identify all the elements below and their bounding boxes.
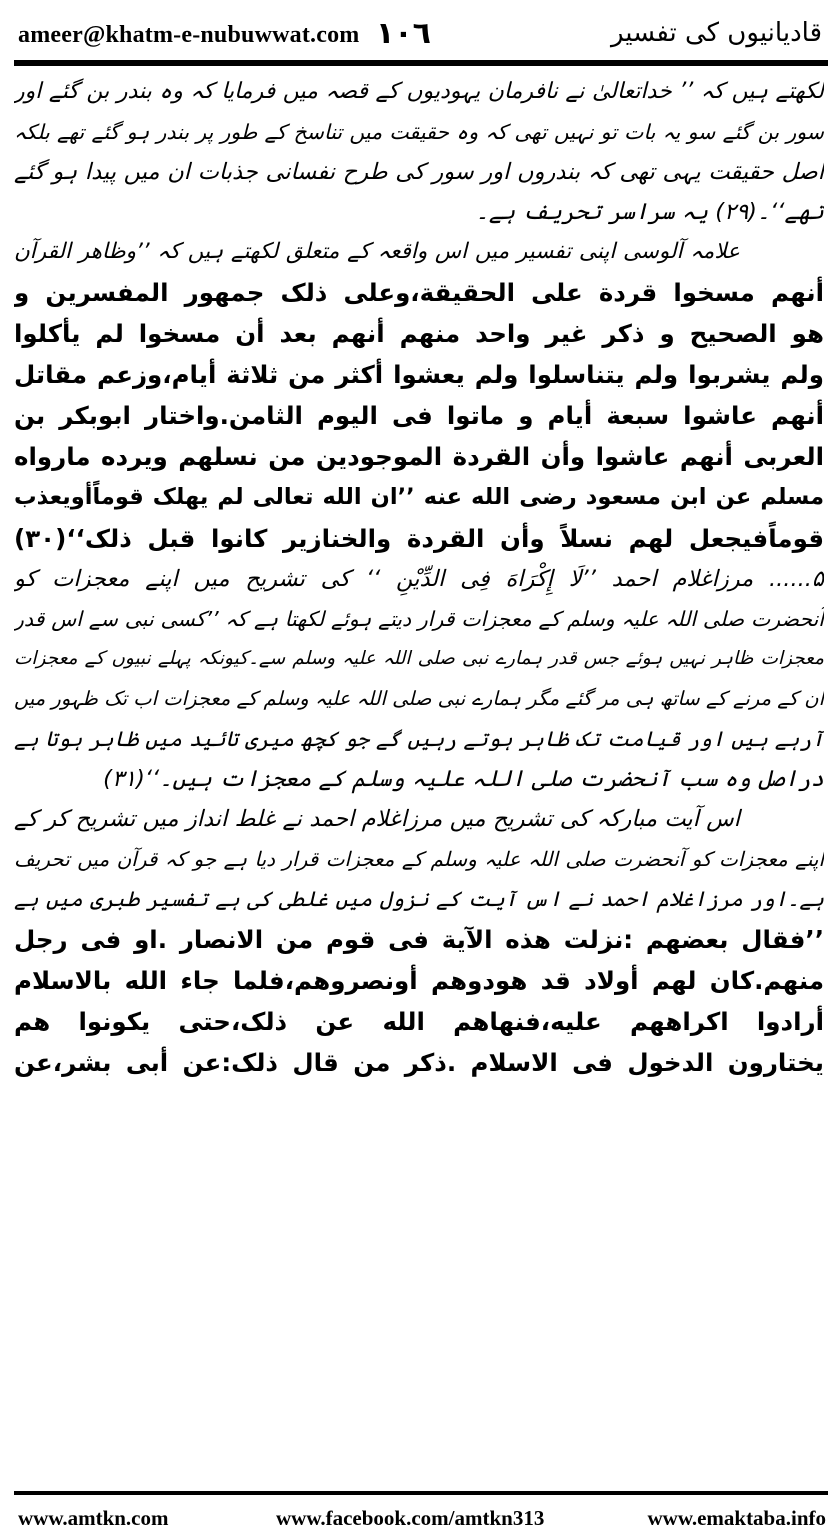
text-line: دراصل وہ سب آنحضرت صلی اللہ علیہ وسلم کے معجزات ہیں۔‘‘(۳۱): [103, 766, 824, 792]
text-line: ہے۔اور مرزاغلام احمد نے اس آیت کے نزول میں غلطی کی ہے تفسیر طبری میں ہے: [14, 887, 824, 911]
text-line: یختارون الدخول فی الاسلام .ذکر من قال ذلک:عن أبی بشر،عن: [14, 1048, 824, 1077]
footer-link-facebook[interactable]: www.facebook.com/amtkn313: [276, 1506, 545, 1530]
page-body: [14, 72, 824, 1484]
text-line: هو الصحیح و ذکر غیر واحد منهم أنهم بعد أن مسخوا لم یأکلوا: [14, 319, 824, 348]
footer-link-emaktaba[interactable]: www.emaktaba.info: [647, 1506, 826, 1530]
text-line: ۵...... مرزاغلام احمد ’’لَا إِکْرَاهَ فِی الدِّیْنِ ‘‘ کی تشریح میں اپنے معجزات کو: [14, 566, 824, 592]
text-line: اپنے معجزات کو آنحضرت صلی اللہ علیہ وسلم کے معجزات قرار دیا ہے جو کہ قرآن میں تحریف: [14, 847, 824, 871]
text-line: أرادوا اکراههم علیه،فنهاهم الله عن ذلک،حتی یکونوا هم: [14, 1007, 824, 1036]
text-line: آرہے ہیں اور قیامت تک ظاہر ہوتے رہیں گے جو کچھ میری تائید میں ظاہر ہوتا ہے: [14, 727, 824, 751]
text-line: لکھتے ہیں کہ ’’ خداتعالیٰ نے نافرمان یہودیوں کے قصہ میں فرمایا کہ وہ بندر بن گئے اور: [14, 79, 824, 104]
text-line: آنحضرت صلی اللہ علیہ وسلم کے معجزات قرار دیتے ہوئے لکھتا ہے کہ ’’کسی نبی سے اس قدر: [14, 607, 824, 631]
text-line: علامہ آلوسی اپنی تفسیر میں اس واقعہ کے متعلق لکھتے ہیں کہ ’’وظاهر القرآن: [14, 239, 740, 264]
page-footer: [18, 1506, 826, 1532]
header-rule: [14, 60, 828, 66]
text-line: العربی أنهم عاشوا وأن القردة الموجودین من نسلهم ویرده مارواه: [14, 442, 824, 471]
text-line: سور بن گئے سو یہ بات تو نہیں تھی کہ وہ حقیقت میں تناسخ کے طور پر بندر ہو گئے تھے بلکہ: [14, 120, 824, 144]
text-line: أنهم مسخوا قردة علی الحقیقة،وعلی ذلک جمهور المفسرین و: [14, 278, 824, 307]
text-line: اس آیت مبارکہ کی تشریح میں مرزاغلام احمد نے غلط انداز میں تشریح کر کے: [14, 806, 740, 832]
footer-rule: [14, 1491, 828, 1495]
text-line: مسلم عن ابن مسعود رضی الله عنه ’’ان الله تعالی لم یهلک قوماًأویعذب: [14, 484, 824, 510]
text-line: منهم.کان لهم أولاد قد هودوهم أونصروهم،فلما جاء الله بالاسلام: [14, 966, 824, 995]
text-line: ولم یشربوا ولم یتناسلوا ولم یعشوا أکثر من ثلاثة أیام،وزعم مقاتل: [14, 360, 824, 389]
text-line: قوماًفیجعل لهم نسلاً وأن القردة والخنازیر کانوا قبل ذلک‘‘(۳۰): [14, 524, 824, 553]
header-email: ameer@khatm-e-nubuwwat.com: [18, 22, 360, 48]
page-number: ١٠٦: [376, 16, 431, 51]
text-line: اصل حقیقت یہی تھی کہ بندروں اور سور کی طرح نفسانی جذبات ان میں پیدا ہو گئے: [14, 159, 824, 185]
page-header: [18, 14, 826, 58]
text-line: تھے‘‘۔(۲۹) یہ سراسر تحریف ہے۔: [475, 199, 824, 225]
text-line: ان کے مرنے کے ساتھ ہی مر گئے مگر ہمارے نبی صلی اللہ علیہ وسلم کے معجزات اب تک ظہور میں: [14, 687, 824, 710]
text-line: ’’فقال بعضهم :نزلت هذه الآیة فی قوم من الانصار .او فی رجل: [14, 925, 824, 954]
text-line: معجزات ظاہر نہیں ہوئے جس قدر ہمارے نبی صلی اللہ علیہ وسلم سے۔کیونکہ پہلے نبیوں کے معجزات: [14, 648, 824, 669]
footer-link-amtkn[interactable]: www.amtkn.com: [18, 1506, 169, 1530]
text-line: أنهم عاشوا سبعة أیام و ماتوا فی الیوم الثامن.واختار ابوبکر بن: [14, 401, 824, 430]
book-title: قادیانیوں کی تفسیر: [610, 18, 822, 48]
